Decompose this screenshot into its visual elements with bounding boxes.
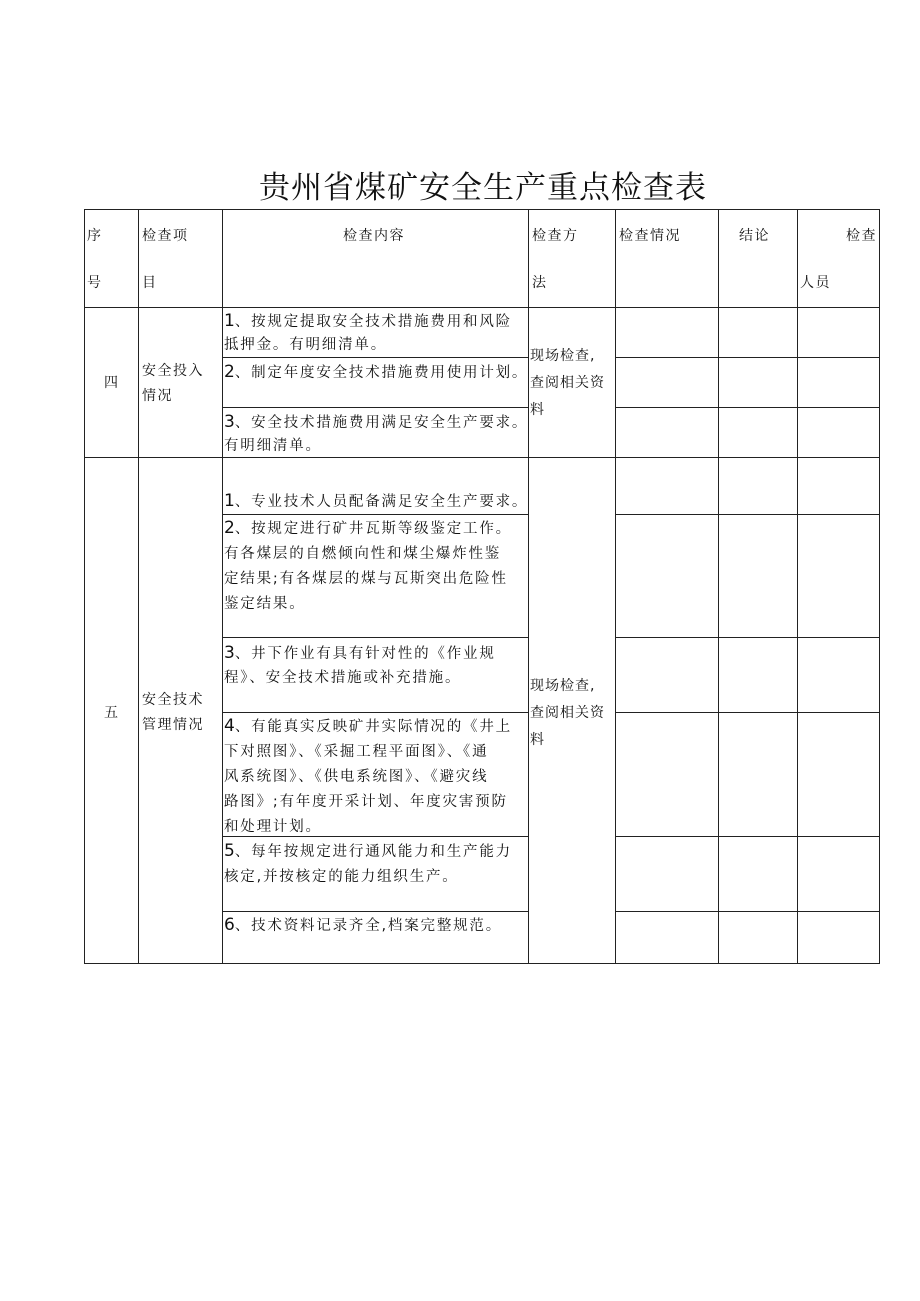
table-top-border [84,209,880,210]
item-text: 、安全技术措施费用满足安全生产要求。 [234,415,529,431]
content-line: 定结果;有各煤层的煤与瓦斯突出危险性 [224,571,508,587]
column-divider [528,209,529,964]
item-number: 1 [224,491,235,511]
item-number: 2 [224,518,235,538]
item-text: 、井下作业有具有针对性的《作业规 [234,646,496,662]
row-divider [222,637,529,638]
item-text: 、技术资料记录齐全,档案完整规范。 [234,918,503,934]
content-line: 和处理计划。 [224,819,322,835]
item-number: 1 [224,311,235,331]
section-item: 情况 [142,388,173,404]
page-title: 贵州省煤矿安全生产重点检查表 [259,170,707,206]
row-divider [616,407,880,408]
header-item: 目 [142,275,158,291]
header-bottom-border [84,307,880,308]
content-line: 下对照图》、《采掘工程平面图》、《通 [224,744,489,760]
section-item: 安全投入 [142,363,204,379]
item-text: 、制定年度安全技术措施费用使用计划。 [234,365,529,381]
content-line: 路图》;有年度开采计划、年度灾害预防 [224,794,508,810]
row-divider [616,911,880,912]
content-line: 有各煤层的自燃倾向性和煤尘爆炸性鉴 [224,546,502,562]
content-line: 鉴定结果。 [224,596,306,612]
header-situation: 检查情况 [619,228,681,244]
content-line: 有明细清单。 [224,438,322,454]
content-line: 核定,并按核定的能力组织生产。 [224,869,459,885]
content-line: 抵押金。有明细清单。 [224,337,387,353]
header-content: 检查内容 [343,228,405,244]
content-line [224,641,496,667]
content-line [224,913,502,939]
content-line [224,360,528,386]
section-divider [84,457,880,458]
header-seq: 序 [87,228,103,244]
item-number: 3 [224,412,235,432]
section-method: 现场检查, [530,678,596,694]
column-divider [797,209,798,964]
item-number: 2 [224,362,235,382]
section-item: 管理情况 [142,717,204,733]
header-method: 法 [532,275,548,291]
column-divider [615,209,616,964]
item-text: 、按规定提取安全技术措施费用和风险 [234,314,512,330]
item-text: 、按规定进行矿井瓦斯等级鉴定工作。 [234,521,512,537]
item-text: 、有能真实反映矿井实际情况的《井上 [234,719,512,735]
content-line: 风系统图》、《供电系统图》、《避灾线 [224,769,489,785]
item-text: 、每年按规定进行通风能力和生产能力 [234,844,512,860]
content-line [224,410,528,436]
row-divider [222,911,529,912]
column-divider [718,209,719,964]
content-line [224,839,512,865]
content-line [224,489,528,515]
section-method: 查阅相关资 [530,705,605,721]
section-method: 料 [530,402,545,418]
content-line [224,309,512,335]
section-item: 安全技术 [142,692,204,708]
content-line [224,714,512,740]
section-seq: 四 [104,375,120,391]
table-bottom-border [84,963,880,964]
section-method: 料 [530,732,545,748]
item-number: 3 [224,643,235,663]
section-method: 查阅相关资 [530,375,605,391]
section-method: 现场检查, [530,348,596,364]
header-inspector: 检查 [846,228,877,244]
content-line [224,516,512,542]
row-divider [222,407,529,408]
content-line: 程》、安全技术措施或补充措施。 [224,670,462,686]
column-divider [138,209,139,964]
item-number: 4 [224,716,235,736]
table-right-border [879,209,880,964]
header-seq: 号 [87,275,103,291]
row-divider [616,514,880,515]
column-divider [222,209,223,964]
header-conclusion: 结论 [739,228,770,244]
header-method: 检查方 [532,228,579,244]
row-divider [616,637,880,638]
row-divider [616,836,880,837]
item-text: 、专业技术人员配备满足安全生产要求。 [234,494,529,510]
table-left-border [84,209,85,964]
row-divider [222,712,529,713]
row-divider [616,712,880,713]
section-seq: 五 [104,705,120,721]
header-inspector: 人员 [800,275,831,291]
header-item: 检查项 [142,228,189,244]
item-number: 6 [224,915,235,935]
row-divider [616,357,880,358]
item-number: 5 [224,841,235,861]
